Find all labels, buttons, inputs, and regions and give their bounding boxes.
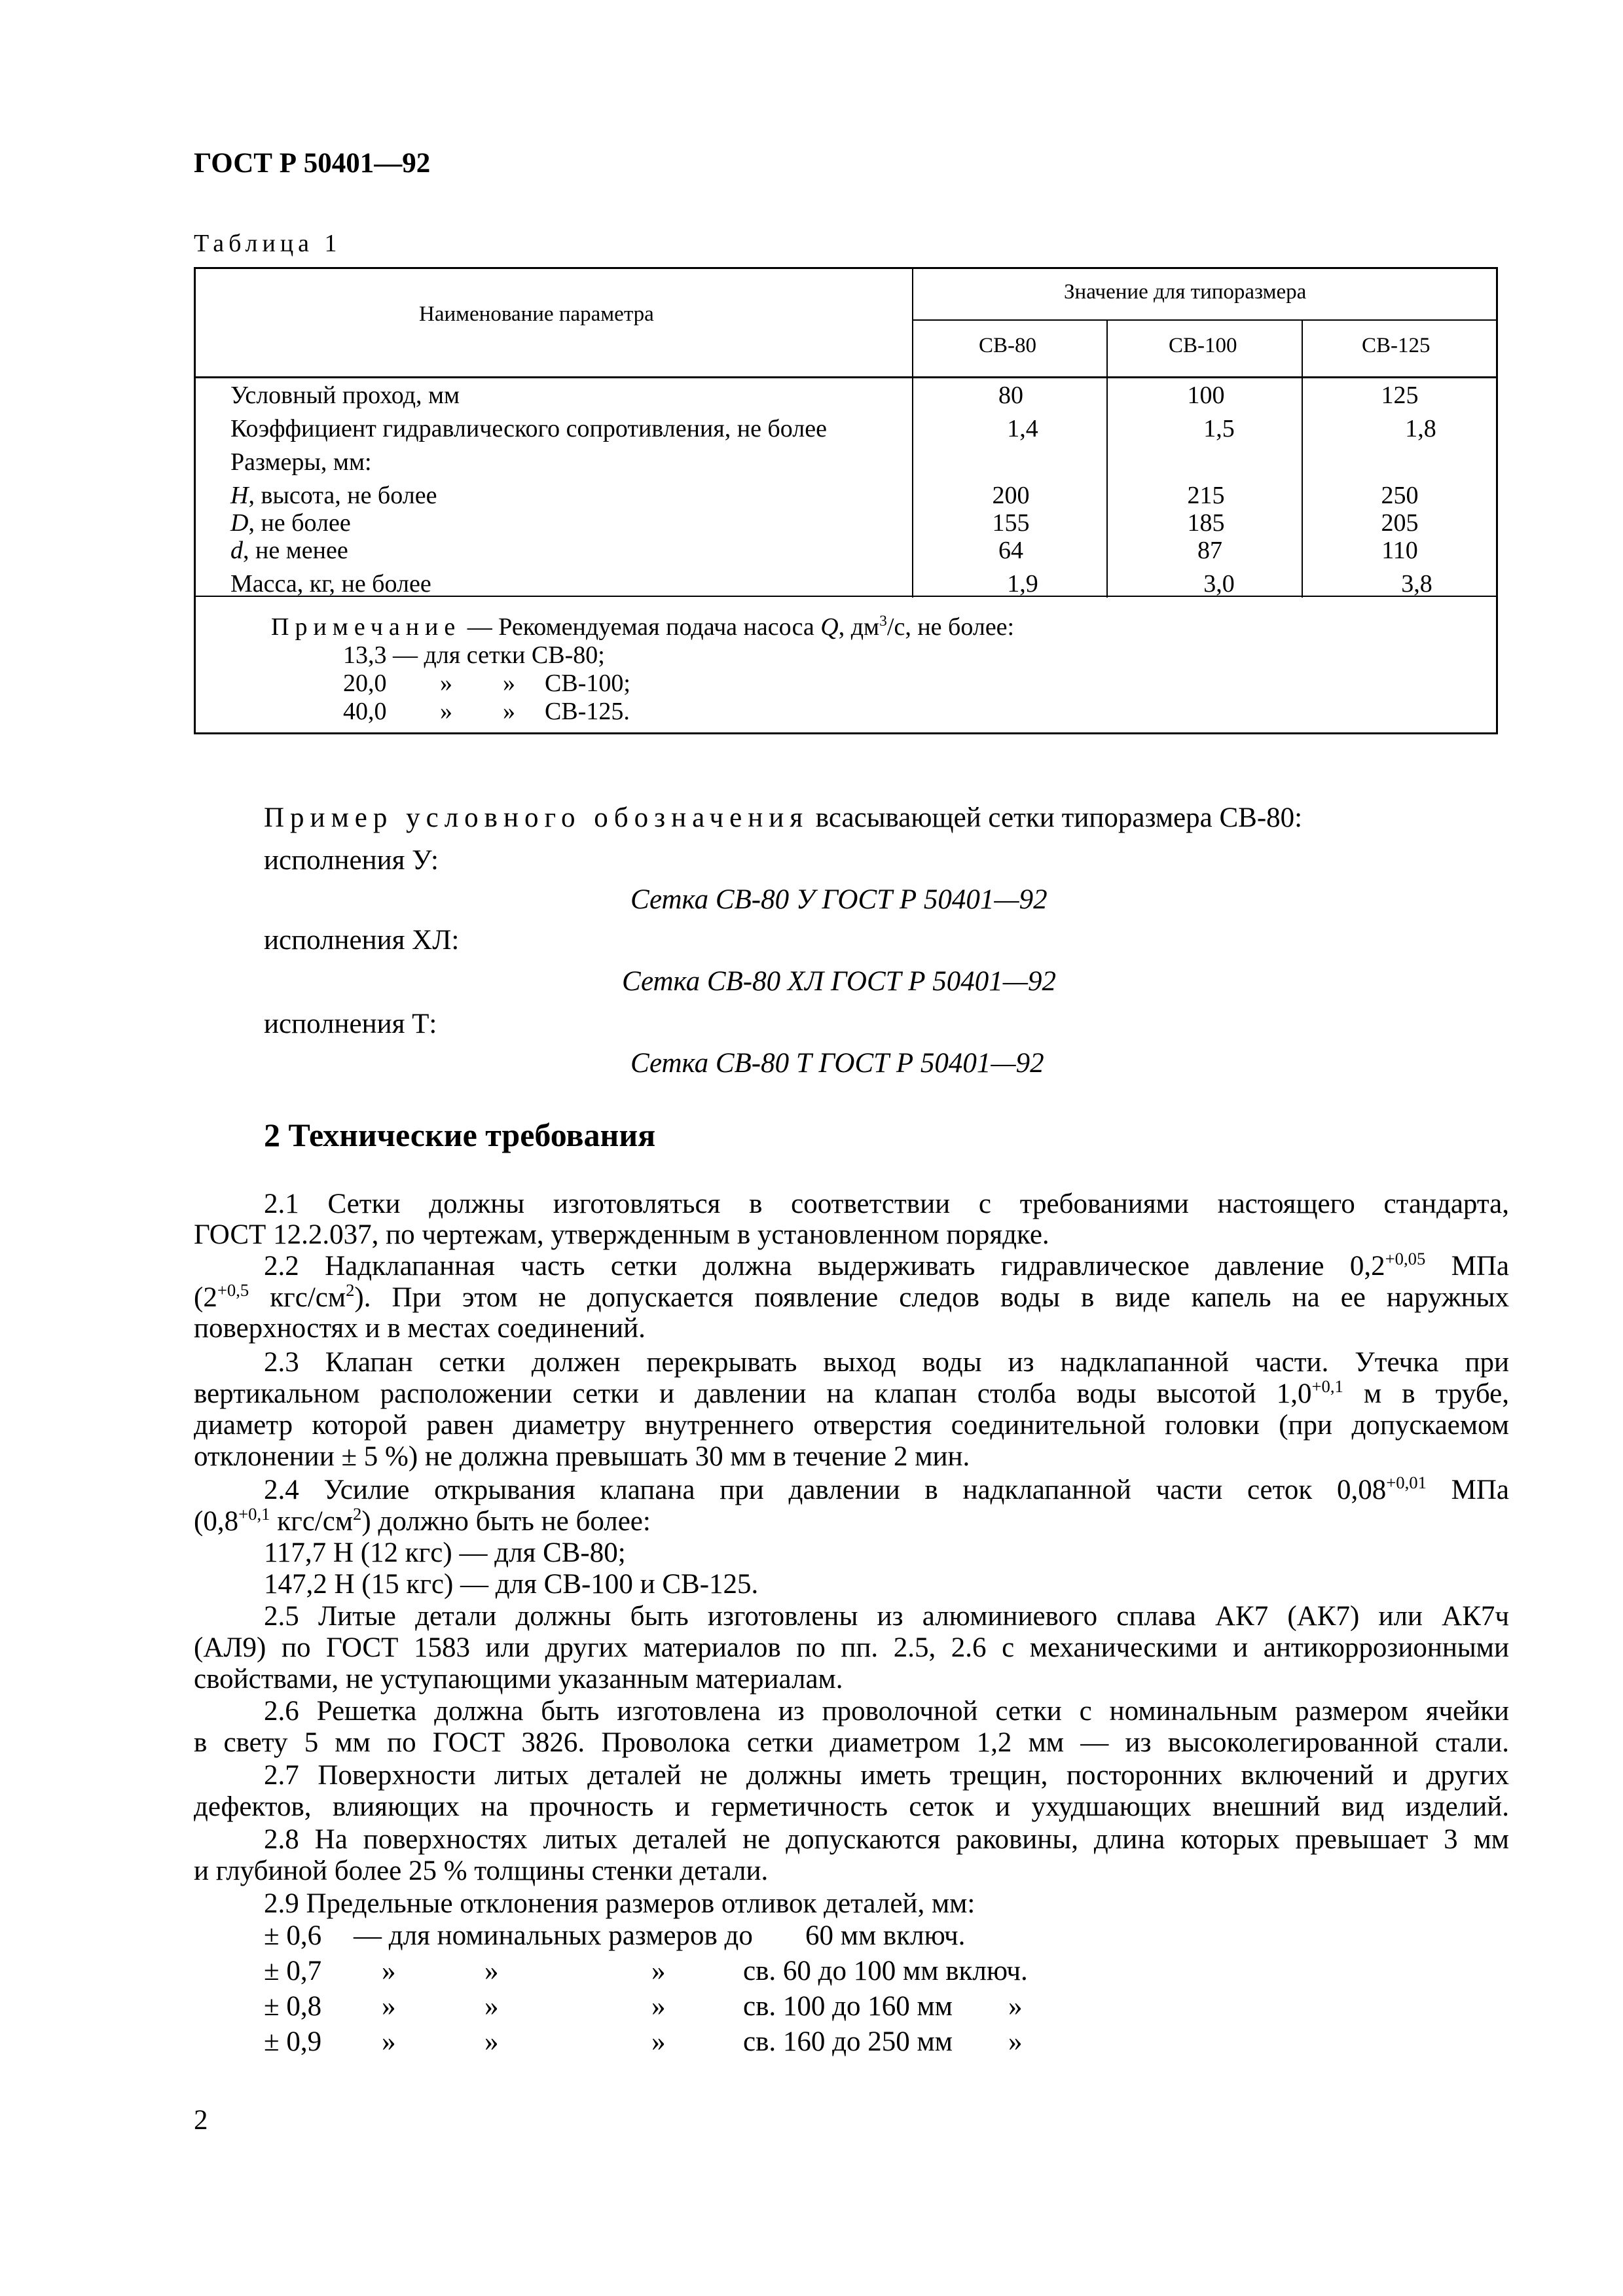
paragraph-line: 2.4 Усилие открывания клапана при давлении в надклапанной части сеток $0,08^{+0,01}$ МПа: [264, 1473, 1509, 1505]
row-name: D, не более: [230, 509, 351, 537]
paragraph-line: ГОСТ 12.2.037, по чертежам, утвержденным в установленном порядке.: [194, 1219, 1049, 1250]
paragraph-line: вертикальном расположении сетки и давлении на клапан столба воды высотой $1,0^{+0,1}$ м в трубе,: [194, 1376, 1509, 1409]
tolerance-ditto: »: [651, 1991, 666, 2022]
table-caption: Таблица 1: [194, 230, 342, 257]
paragraph-line: 2.6 Решетка должна быть изготовлена из проволочной сетки с номинальным размером ячейки: [264, 1696, 1509, 1727]
tolerance-value: ± 0,8: [264, 1991, 322, 2022]
tolerance-ditto: »: [484, 1956, 499, 1986]
cell-value: 155: [992, 509, 1030, 537]
group-header: Значение для типоразмера: [1064, 280, 1307, 304]
cell-value: 3,8: [1401, 570, 1432, 598]
tolerance-value: ± 0,7: [264, 1956, 322, 1986]
paragraph-line: 2.8 На поверхностях литых деталей не допускаются раковины, длина которых превышает 3 мм: [264, 1824, 1509, 1855]
variant-designation: Сетка СВ-80 У ГОСТ Р 50401—92: [630, 884, 1048, 915]
paragraph-line: 147,2 Н (15 кгс) — для СВ-100 и СВ-125.: [264, 1569, 759, 1600]
paragraph-line: отклонении ± 5 %) не должна превышать 30 мм в течение 2 мин.: [194, 1441, 970, 1472]
table-col-divider-2: [1106, 319, 1108, 598]
paragraph-line: 2.7 Поверхности литых деталей не должны иметь трещин, посторонних включений и других: [264, 1760, 1509, 1791]
paragraph-line: 2.3 Клапан сетки должен перекрывать выход воды из надклапанной части. Утечка при: [264, 1347, 1509, 1378]
cell-value: 125: [1381, 382, 1419, 409]
cell-value: 250: [1381, 482, 1419, 509]
tolerance-range: св. 60 до 100 мм включ.: [743, 1956, 1028, 1986]
note-ditto: »: [440, 698, 452, 725]
row-name: Размеры, мм:: [230, 448, 372, 476]
param-header: Наименование параметра: [419, 302, 654, 326]
table-note: Примечание — Рекомендуемая подача насоса Q, $дм^3/с$, не более:: [271, 612, 1015, 641]
size-header-1: СВ-80: [979, 334, 1037, 357]
cell-value: 64: [998, 537, 1023, 564]
table-header-divider: [194, 376, 1498, 378]
cell-value: 80: [998, 382, 1023, 409]
tolerance-ditto: »: [1008, 1991, 1023, 2022]
document-header: ГОСТ Р 50401—92: [194, 148, 431, 179]
tolerance-ditto: »: [382, 2026, 396, 2057]
tolerance-ditto: »: [484, 2026, 499, 2057]
size-header-2: СВ-100: [1169, 334, 1237, 357]
cell-value: 1,9: [1007, 570, 1038, 598]
paragraph-line: дефектов, влияющих на прочность и герметичность сеток и ухудшающих внешний вид изделий.: [194, 1791, 1509, 1822]
paragraph-line: поверхностях и в местах соединений.: [194, 1313, 646, 1344]
tolerance-value: ± 0,9: [264, 2026, 322, 2057]
paragraph-line: ($2^{+0,5}$ кгс/$см^2$). При этом не допускается появление следов воды в виде капель на ее наружных: [194, 1280, 1509, 1313]
note-ditto: »: [440, 670, 452, 697]
variant-label: исполнения Т:: [264, 1009, 437, 1039]
cell-value: 1,4: [1007, 415, 1038, 442]
tolerance-value: ± 0,6: [264, 1920, 322, 1951]
table-col-divider-1: [912, 267, 913, 598]
tolerance-range: св. 100 до 160 мм: [743, 1991, 953, 2022]
note-ditto: »: [503, 670, 515, 697]
paragraph-line: диаметр которой равен диаметру внутреннего отверстия соединительной головки (при допускаемом: [194, 1410, 1509, 1441]
cell-value: 185: [1187, 509, 1225, 537]
paragraph-line: 117,7 Н (12 кгс) — для СВ-80;: [264, 1537, 626, 1568]
row-name: Масса, кг, не более: [230, 570, 431, 598]
tolerance-range: 60 мм включ.: [805, 1920, 966, 1951]
row-name: Коэффициент гидравлического сопротивления, не более: [230, 415, 827, 442]
note-line: 20,0: [343, 670, 387, 697]
table-border-left: [194, 267, 196, 734]
note-ditto: »: [503, 698, 515, 725]
paragraph-line: 2.1 Сетки должны изготовляться в соответствии с требованиями настоящего стандарта,: [264, 1189, 1509, 1219]
cell-value: 110: [1381, 537, 1418, 564]
example-intro: Пример условного обозначения всасывающей сетки типоразмера СВ-80:: [264, 802, 1303, 833]
table-border-top: [194, 267, 1498, 269]
row-name: H, высота, не более: [230, 482, 437, 509]
table-col-divider-3: [1302, 319, 1303, 598]
section-title: 2 Технические требования: [264, 1117, 656, 1153]
row-name: d, не менее: [230, 537, 348, 564]
tolerance-text: — для номинальных размеров до: [354, 1920, 753, 1951]
note-line: 40,0: [343, 698, 387, 725]
size-header-3: СВ-125: [1362, 334, 1431, 357]
variant-designation: Сетка СВ-80 Т ГОСТ Р 50401—92: [630, 1048, 1044, 1079]
paragraph-line: ($0,8^{+0,1}$ кгс/$см^2$) должно быть не более:: [194, 1504, 651, 1537]
cell-value: 3,0: [1203, 570, 1235, 598]
tolerance-range: св. 160 до 250 мм: [743, 2026, 953, 2057]
table-subheader-divider: [912, 319, 1498, 321]
note-line: 13,3 — для сетки СВ-80;: [343, 641, 605, 669]
tolerance-ditto: »: [1008, 2026, 1023, 2057]
variant-label: исполнения У:: [264, 845, 439, 876]
tolerance-ditto: »: [484, 1991, 499, 2022]
paragraph-line: (АЛ9) по ГОСТ 1583 или других материалов по пп. 2.5, 2.6 с механическими и антикоррозионными: [194, 1632, 1509, 1663]
cell-value: 100: [1187, 382, 1225, 409]
cell-value: 215: [1187, 482, 1225, 509]
tolerance-ditto: »: [651, 1956, 666, 1986]
table-border-bottom: [194, 732, 1498, 734]
note-line-rest: СВ-100;: [545, 670, 630, 697]
variant-designation: Сетка СВ-80 ХЛ ГОСТ Р 50401—92: [622, 966, 1057, 997]
table-border-right: [1496, 267, 1498, 734]
paragraph-line: 2.5 Литые детали должны быть изготовлены из алюминиевого сплава АК7 (АК7) или АК7ч: [264, 1601, 1509, 1632]
row-name: Условный проход, мм: [230, 382, 460, 409]
paragraph-line: свойствами, не уступающими указанным материалам.: [194, 1664, 843, 1695]
cell-value: 87: [1197, 537, 1222, 564]
cell-value: 200: [992, 482, 1030, 509]
tolerance-ditto: »: [651, 2026, 666, 2057]
cell-value: 205: [1381, 509, 1419, 537]
cell-value: 1,5: [1203, 415, 1235, 442]
cell-value: 1,8: [1405, 415, 1436, 442]
paragraph-line: 2.9 Предельные отклонения размеров отливок деталей, мм:: [264, 1888, 976, 1919]
paragraph-line: в свету 5 мм по ГОСТ 3826. Проволока сетки диаметром 1,2 мм — из высоколегированной стали.: [194, 1727, 1509, 1758]
paragraph-line: и глубиной более 25 % толщины стенки детали.: [194, 1856, 769, 1886]
note-line-rest: СВ-125.: [545, 698, 630, 725]
paragraph-line: 2.2 Надклапанная часть сетки должна выдерживать гидравлическое давление $0,2^{+0,05}$ МПа: [264, 1249, 1509, 1282]
tolerance-ditto: »: [382, 1956, 396, 1986]
variant-label: исполнения ХЛ:: [264, 925, 460, 956]
page-number: 2: [194, 2105, 208, 2136]
tolerance-ditto: »: [382, 1991, 396, 2022]
